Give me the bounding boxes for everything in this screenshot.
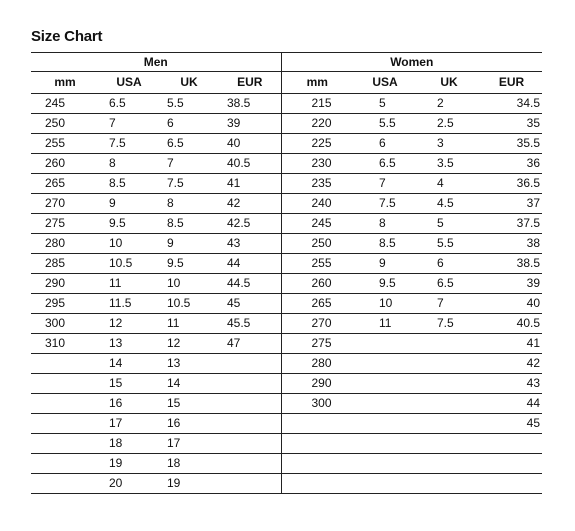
cell-men-mm (31, 354, 99, 374)
cell-women-usa: 5.5 (353, 114, 417, 134)
cell-men-uk: 5.5 (159, 94, 219, 114)
cell-men-usa: 7 (99, 114, 159, 134)
cell-men-eur: 42.5 (219, 214, 281, 234)
cell-men-mm (31, 434, 99, 454)
cell-women-eur: 41 (481, 334, 542, 354)
cell-men-mm: 295 (31, 294, 99, 314)
cell-men-uk: 10.5 (159, 294, 219, 314)
cell-men-usa: 9 (99, 194, 159, 214)
cell-men-uk: 14 (159, 374, 219, 394)
cell-men-eur (219, 474, 281, 494)
cell-women-usa: 6 (353, 134, 417, 154)
cell-women-eur: 34.5 (481, 94, 542, 114)
cell-women-mm: 245 (281, 214, 353, 234)
cell-men-uk: 11 (159, 314, 219, 334)
cell-women-eur: 37 (481, 194, 542, 214)
cell-women-uk: 4.5 (417, 194, 481, 214)
cell-men-uk: 15 (159, 394, 219, 414)
cell-women-mm (281, 434, 353, 454)
cell-men-usa: 14 (99, 354, 159, 374)
cell-women-mm: 225 (281, 134, 353, 154)
cell-men-uk: 6 (159, 114, 219, 134)
cell-women-mm: 250 (281, 234, 353, 254)
cell-men-eur: 42 (219, 194, 281, 214)
size-chart-table (31, 52, 542, 494)
cell-women-eur: 36 (481, 154, 542, 174)
cell-women-uk (417, 434, 481, 454)
cell-men-uk: 7.5 (159, 174, 219, 194)
table-row (31, 374, 542, 394)
cell-men-uk: 16 (159, 414, 219, 434)
cell-men-eur (219, 414, 281, 434)
cell-men-eur (219, 454, 281, 474)
cell-men-usa: 11.5 (99, 294, 159, 314)
cell-men-uk: 13 (159, 354, 219, 374)
cell-men-eur: 43 (219, 234, 281, 254)
page-title: Size Chart (31, 28, 103, 45)
table-row (31, 434, 542, 454)
cell-women-mm: 220 (281, 114, 353, 134)
cell-men-eur: 45.5 (219, 314, 281, 334)
cell-men-eur (219, 394, 281, 414)
cell-women-eur: 40 (481, 294, 542, 314)
table-row (31, 474, 542, 494)
table-row (31, 234, 542, 254)
cell-women-usa: 10 (353, 294, 417, 314)
cell-men-usa: 13 (99, 334, 159, 354)
cell-women-eur: 39 (481, 274, 542, 294)
cell-women-usa: 8.5 (353, 234, 417, 254)
cell-men-mm: 310 (31, 334, 99, 354)
cell-women-eur: 35.5 (481, 134, 542, 154)
cell-women-eur: 45 (481, 414, 542, 434)
cell-women-mm (281, 474, 353, 494)
cell-women-uk: 3.5 (417, 154, 481, 174)
cell-men-mm: 285 (31, 254, 99, 274)
cell-women-eur: 43 (481, 374, 542, 394)
cell-women-eur (481, 474, 542, 494)
cell-men-uk: 6.5 (159, 134, 219, 154)
cell-women-eur (481, 434, 542, 454)
cell-women-mm: 290 (281, 374, 353, 394)
cell-men-mm: 255 (31, 134, 99, 154)
cell-men-usa: 9.5 (99, 214, 159, 234)
cell-women-usa (353, 334, 417, 354)
cell-men-eur: 39 (219, 114, 281, 134)
cell-women-usa: 9 (353, 254, 417, 274)
cell-men-eur: 45 (219, 294, 281, 314)
cell-women-uk: 7 (417, 294, 481, 314)
cell-women-uk (417, 374, 481, 394)
women-group-header: Women (281, 53, 542, 72)
cell-women-usa (353, 434, 417, 454)
column-header-men-usa: USA (99, 72, 159, 94)
table-row (31, 414, 542, 434)
cell-women-eur: 42 (481, 354, 542, 374)
table-row (31, 214, 542, 234)
cell-women-mm: 255 (281, 254, 353, 274)
cell-women-mm: 260 (281, 274, 353, 294)
cell-men-usa: 7.5 (99, 134, 159, 154)
table-row (31, 114, 542, 134)
cell-women-mm: 270 (281, 314, 353, 334)
cell-women-usa (353, 454, 417, 474)
cell-women-usa: 6.5 (353, 154, 417, 174)
cell-men-uk: 9 (159, 234, 219, 254)
table-row (31, 194, 542, 214)
cell-men-mm (31, 474, 99, 494)
cell-women-mm: 265 (281, 294, 353, 314)
cell-men-usa: 10.5 (99, 254, 159, 274)
cell-women-usa: 7.5 (353, 194, 417, 214)
cell-men-uk: 8.5 (159, 214, 219, 234)
cell-women-uk: 6 (417, 254, 481, 274)
cell-men-usa: 17 (99, 414, 159, 434)
cell-men-mm (31, 394, 99, 414)
cell-women-eur: 36.5 (481, 174, 542, 194)
table-row (31, 94, 542, 114)
cell-women-usa (353, 374, 417, 394)
cell-women-usa: 9.5 (353, 274, 417, 294)
cell-women-usa: 5 (353, 94, 417, 114)
cell-women-usa: 8 (353, 214, 417, 234)
cell-men-usa: 6.5 (99, 94, 159, 114)
cell-men-mm: 300 (31, 314, 99, 334)
cell-women-eur: 38 (481, 234, 542, 254)
cell-men-mm: 280 (31, 234, 99, 254)
cell-women-mm: 235 (281, 174, 353, 194)
cell-men-usa: 11 (99, 274, 159, 294)
cell-men-eur: 44.5 (219, 274, 281, 294)
cell-men-uk: 18 (159, 454, 219, 474)
table-row (31, 354, 542, 374)
cell-women-uk (417, 354, 481, 374)
table-row (31, 394, 542, 414)
table-row (31, 274, 542, 294)
cell-men-usa: 8 (99, 154, 159, 174)
cell-men-usa: 16 (99, 394, 159, 414)
cell-men-eur: 47 (219, 334, 281, 354)
cell-men-eur (219, 434, 281, 454)
cell-women-uk (417, 394, 481, 414)
cell-women-uk: 5 (417, 214, 481, 234)
cell-men-usa: 10 (99, 234, 159, 254)
cell-men-eur: 38.5 (219, 94, 281, 114)
cell-men-eur: 40 (219, 134, 281, 154)
cell-men-mm: 265 (31, 174, 99, 194)
cell-men-mm (31, 454, 99, 474)
cell-men-uk: 19 (159, 474, 219, 494)
men-group-header: Men (31, 53, 281, 72)
cell-women-usa (353, 414, 417, 434)
cell-men-eur (219, 374, 281, 394)
cell-women-uk (417, 334, 481, 354)
cell-men-mm: 250 (31, 114, 99, 134)
cell-women-mm (281, 414, 353, 434)
cell-women-usa (353, 394, 417, 414)
cell-women-usa (353, 474, 417, 494)
column-header-women-uk: UK (417, 72, 481, 94)
cell-men-usa: 15 (99, 374, 159, 394)
cell-women-uk: 5.5 (417, 234, 481, 254)
cell-women-uk: 4 (417, 174, 481, 194)
cell-men-eur (219, 354, 281, 374)
table-row (31, 334, 542, 354)
cell-women-eur (481, 454, 542, 474)
table-row (31, 294, 542, 314)
cell-men-uk: 12 (159, 334, 219, 354)
cell-men-mm: 270 (31, 194, 99, 214)
column-header-women-usa: USA (353, 72, 417, 94)
cell-women-uk: 2.5 (417, 114, 481, 134)
cell-men-uk: 8 (159, 194, 219, 214)
cell-women-mm: 230 (281, 154, 353, 174)
cell-men-eur: 40.5 (219, 154, 281, 174)
cell-women-usa: 11 (353, 314, 417, 334)
cell-women-uk (417, 474, 481, 494)
cell-women-uk: 7.5 (417, 314, 481, 334)
cell-women-uk (417, 454, 481, 474)
cell-women-mm: 215 (281, 94, 353, 114)
table-row (31, 174, 542, 194)
column-header-men-mm: mm (31, 72, 99, 94)
cell-women-usa (353, 354, 417, 374)
cell-women-uk: 3 (417, 134, 481, 154)
column-header-men-eur: EUR (219, 72, 281, 94)
column-header-men-uk: UK (159, 72, 219, 94)
cell-women-mm (281, 454, 353, 474)
table-row (31, 454, 542, 474)
cell-men-usa: 18 (99, 434, 159, 454)
cell-women-uk (417, 414, 481, 434)
cell-women-mm: 280 (281, 354, 353, 374)
table-row (31, 254, 542, 274)
cell-women-usa: 7 (353, 174, 417, 194)
cell-women-mm: 300 (281, 394, 353, 414)
cell-men-mm: 290 (31, 274, 99, 294)
cell-men-eur: 41 (219, 174, 281, 194)
cell-men-usa: 12 (99, 314, 159, 334)
column-header-women-eur: EUR (481, 72, 542, 94)
cell-women-mm: 240 (281, 194, 353, 214)
table-row (31, 134, 542, 154)
cell-men-mm: 260 (31, 154, 99, 174)
cell-women-eur: 38.5 (481, 254, 542, 274)
cell-men-uk: 7 (159, 154, 219, 174)
cell-men-uk: 10 (159, 274, 219, 294)
cell-women-uk: 6.5 (417, 274, 481, 294)
group-header-row (31, 53, 542, 72)
table-row (31, 154, 542, 174)
cell-women-mm: 275 (281, 334, 353, 354)
column-header-row (31, 72, 542, 94)
size-table-body (31, 94, 542, 494)
column-header-women-mm: mm (281, 72, 353, 94)
cell-women-eur: 40.5 (481, 314, 542, 334)
cell-women-eur: 44 (481, 394, 542, 414)
table-row (31, 314, 542, 334)
cell-men-usa: 8.5 (99, 174, 159, 194)
cell-men-usa: 20 (99, 474, 159, 494)
cell-men-uk: 17 (159, 434, 219, 454)
cell-men-eur: 44 (219, 254, 281, 274)
cell-men-mm: 275 (31, 214, 99, 234)
cell-men-mm (31, 374, 99, 394)
cell-women-uk: 2 (417, 94, 481, 114)
cell-men-usa: 19 (99, 454, 159, 474)
cell-men-mm (31, 414, 99, 434)
cell-men-mm: 245 (31, 94, 99, 114)
cell-women-eur: 35 (481, 114, 542, 134)
cell-men-uk: 9.5 (159, 254, 219, 274)
cell-women-eur: 37.5 (481, 214, 542, 234)
